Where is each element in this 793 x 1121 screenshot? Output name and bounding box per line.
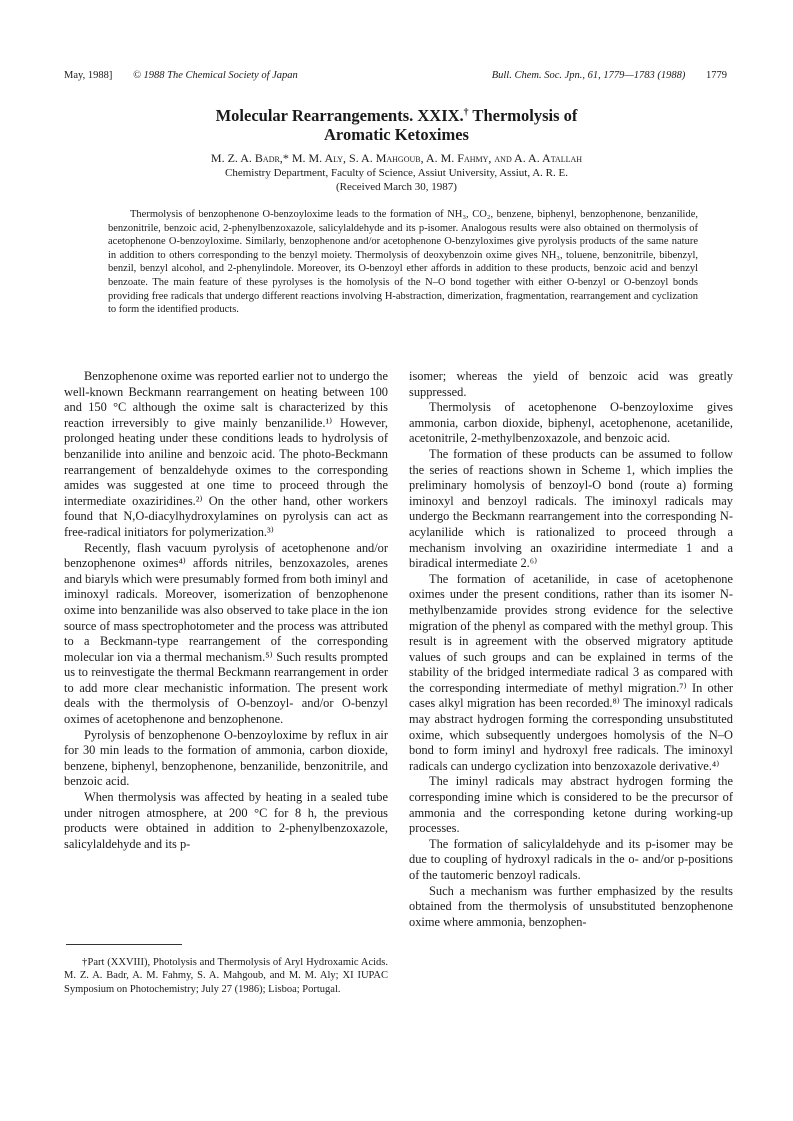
- paragraph: The formation of salicylaldehyde and its p-isomer may be due to coupling of hydroxyl radicals in the o- and/or p-positions of the tautomeric benzoyl radicals.: [409, 836, 733, 882]
- paragraph: Thermolysis of acetophenone O-benzoyloxime gives ammonia, carbon dioxide, biphenyl, acetophenone, acetanilide, acetonitrile, 2-methylbenzoxazole, and benzoic acid.: [409, 400, 733, 446]
- paragraph: The formation of acetanilide, in case of acetophenone oximes under the present conditions, rather than its isomer N-methylbenzamide provides strong evidence for the selective migration of the phenyl as compared with the methyl group. This result is in agreement with the observed migratory aptitude values of such groups and can be explained in terms of the stability of the bridged intermediate radical 3 as compared with the corresponding intermediate of methyl migration.⁷⁾ In other cases alkyl migration has been recorded.⁸⁾ The iminoxyl radicals may abstract hydrogen forming the corresponding unsubstituted oxime, which subsequently undergoes homolysis of the N–O bond to form iminyl and hydroxyl free radicals. The iminoxyl radicals can undergo cyclization into benzoxazole derivative.⁴⁾: [409, 571, 733, 773]
- title-line-1: [60, 106, 733, 125]
- corresponding-star: *: [282, 151, 289, 165]
- copyright-notice: © 1988 The Chemical Society of Japan: [132, 70, 298, 81]
- page-number: 1779: [706, 70, 727, 81]
- received-date: (Received March 30, 1987): [336, 181, 457, 193]
- abstract: [108, 208, 698, 317]
- paragraph: The formation of these products can be assumed to follow the series of reactions shown in Scheme 1, which implies the preliminary homolysis of benzoyl-O bond (route a) forming iminoxyl and benzoyl radicals. The iminoxyl radicals may undergo the Beckmann rearrangement into the corresponding N-acylanilide which is rationalized to proceed through a mechanism involving an oxaziridine intermediate 1 and a biradical intermediate 2.⁶⁾: [409, 446, 733, 571]
- affiliation-address: Chemistry Department, Faculty of Science, Assiut University, Assiut, A. R. E.: [224, 167, 568, 179]
- paragraph: Benzophenone oxime was reported earlier not to undergo the well-known Beckmann rearrangement on heating between 100 and 150 °C although the oxime salt is characterized by this reaction irreversibly to give mainly benzanilide.¹⁾ However, prolonged heating under these conditions leads to hydrolysis of benzanilide into aniline and benzoic acid. The photo-Beckmann rearrangement of benzaldehyde oximes to the corresponding amides was suggested at one time to proceed through the intermediate oxaziridines.²⁾ On the other hand, other workers found that N,O-diacylhydroxylamines on pyrolysis can act as free-radical initiators for polymerization.³⁾: [64, 369, 388, 539]
- affiliation: [60, 166, 733, 194]
- paragraph: Such a mechanism was further emphasized by the results obtained from the thermolysis of unsubstituted benzophenone oxime where ammonia, benzophen-: [409, 883, 733, 929]
- title-dagger: †: [463, 106, 469, 118]
- abstract-text: Thermolysis of benzophenone O-benzoyloxime leads to the formation of NH₃, CO₂, benzene, biphenyl, benzophenone, benzanilide, benzonitrile, benzoic acid, 2-phenylbenzoxazole, salicylaldehyde and its p-isomer. Analogous results were also obtained on thermolysis of acetophenone O-benzoyloxime. Similarly, benzophenone and/or acetophenone O-benzyloximes give pyrolysis products of the same nature in addition to others corresponding to the benzyl moiety. Thermolysis of deoxybenzoin oxime gives NH₃, toluene, benzonitrile, bibenzyl, benzil, benzyl alcohol, and 2-phenylindole. Moreover, its O-benzoyl ether affords in addition to these products, benzoic acid and benzyl benzoate. The main feature of these pyrolyses is the homolysis of the N–O bond together with either O-benzyl or O-benzoyl bonds providing free radicals that undergo different reactions involving H-abstraction, dimerization, fragmentation, rearrangement and cyclization to form the identified products.: [108, 209, 698, 316]
- paragraph: When thermolysis was affected by heating in a sealed tube under nitrogen atmosphere, at 200 °C for 8 h, the previous products were obtained in addition to 2-phenylbenzoxazole, salicylaldehyde and its p-: [64, 790, 388, 851]
- paragraph: Recently, flash vacuum pyrolysis of acetophenone and/or benzophenone oximes⁴⁾ affords nitriles, benzoxazoles, arenes and biaryls which were presumably formed from both iminyl and iminoxyl radicals. Moreover, isomerization of benzophenone oxime into benzanilide was also observed to take place in the ion source of mass spectrophotometer and the process was attributed to a Beckmann-type rearrangement of the corresponding molecular ion via a thermal mechanism.⁵⁾ Such results prompted us to reinvestigate the thermal Beckmann rearrangement in order to add more clear mechanistic information. The present work deals with the thermolysis of O-benzoyl- and/or O-benzyl oximes of acetophenone and benzophenone.: [64, 540, 388, 727]
- footnote-text: †Part (XXVIII), Photolysis and Thermolysis of Aryl Hydroxamic Acids. M. Z. A. Badr, A. M. Fahmy, S. A. Mahgoub, and M. M. Aly; XI IUPAC Symposium on Photochemistry; July 27 (1986); Lisboa; Portugal.: [64, 957, 388, 995]
- title-text-1b: Thermolysis of: [468, 106, 578, 125]
- issue-date: May, 1988]: [64, 70, 113, 81]
- running-head: [64, 70, 727, 84]
- title-text-1: Molecular Rearrangements. XXIX.: [215, 106, 464, 125]
- footnote: [64, 956, 388, 996]
- journal-citation: Bull. Chem. Soc. Jpn., 61, 1779—1783 (1988): [491, 70, 686, 81]
- body-column-left: [64, 369, 388, 852]
- body-column-right: [409, 369, 733, 930]
- article-title: [60, 106, 733, 144]
- paragraph: Pyrolysis of benzophenone O-benzoyloxime by reflux in air for 30 min leads to the formation of ammonia, carbon dioxide, benzene, biphenyl, benzophenone, benzanilide, benzonitrile, and benzoic acid.: [64, 727, 388, 789]
- paragraph-continued: isomer; whereas the yield of benzoic acid was greatly suppressed.: [409, 369, 733, 399]
- title-line-2: Aromatic Ketoximes: [324, 125, 469, 144]
- author-rest: M. M. Aly, S. A. Mahgoub, A. M. Fahmy, and A. A. Atallah: [288, 151, 583, 165]
- running-head-left: [64, 70, 298, 81]
- footnote-rule: [66, 944, 182, 945]
- author-list: [60, 151, 733, 166]
- running-head-right: [492, 70, 727, 81]
- author-first: M. Z. A. Badr,: [210, 151, 283, 165]
- paragraph: The iminyl radicals may abstract hydrogen forming the corresponding imine which is considered to be the precursor of ammonia and the corresponding ketone during working-up processes.: [409, 774, 733, 836]
